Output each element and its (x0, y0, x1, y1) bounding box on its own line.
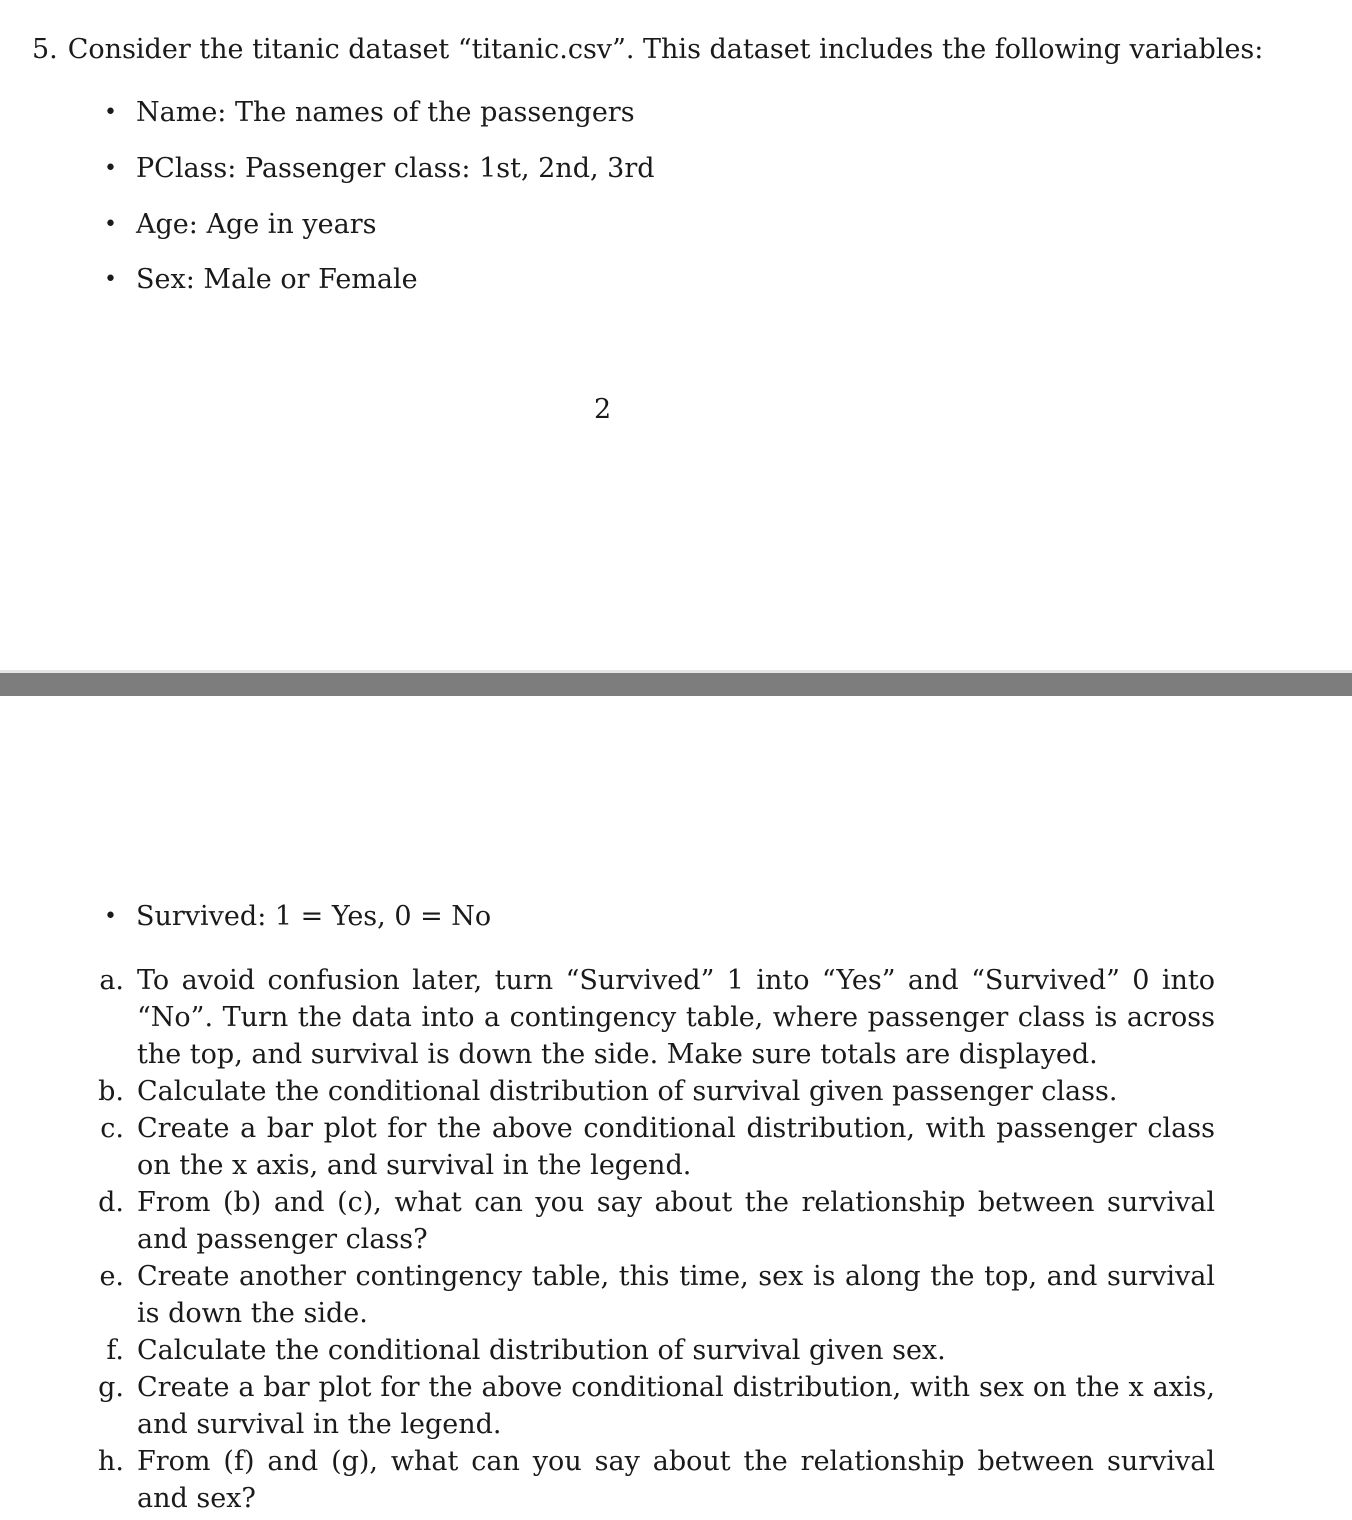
page-separator (0, 670, 1352, 696)
bullet-icon: • (104, 212, 117, 237)
task-text: Calculate the conditional distribution of survival given passenger class. (137, 1076, 1118, 1107)
task-text: To avoid confusion later, turn “Survived” 1 into “Yes” and “Survived” 0 into “No”. Turn the data into a contingency table, where passenger class is across the top, and survival is down the side. Make sure totals are displayed. (137, 965, 1215, 1070)
task-label: a. (99, 965, 124, 996)
question-heading (32, 30, 1263, 70)
variable-item-survived (104, 897, 491, 937)
task-label: e. (99, 1261, 124, 1292)
task-text: Create a bar plot for the above conditional distribution, with passenger class on the x axis, and survival in the legend. (137, 1113, 1215, 1181)
bullet-icon: • (104, 156, 117, 181)
variable-item-sex (104, 260, 418, 300)
question-number: 5. (32, 34, 58, 65)
task-label: h. (98, 1446, 124, 1477)
variable-item-name (104, 93, 635, 133)
variable-text: Survived: 1 = Yes, 0 = No (136, 901, 492, 932)
variable-text: Age: Age in years (136, 209, 377, 240)
task-item-g (0, 1369, 1352, 1443)
task-item-e (0, 1258, 1352, 1332)
question-text: Consider the titanic dataset “titanic.csv”. This dataset includes the following variables: (67, 34, 1264, 65)
variable-text: Name: The names of the passengers (136, 97, 635, 128)
task-label: b. (98, 1076, 124, 1107)
task-item-h (0, 1443, 1352, 1517)
task-text: Calculate the conditional distribution of survival given sex. (137, 1335, 946, 1366)
task-item-a (0, 962, 1352, 1073)
task-item-c (0, 1110, 1352, 1184)
task-label: g. (98, 1372, 124, 1403)
bullet-icon: • (104, 904, 117, 929)
task-label: f. (106, 1335, 124, 1366)
bullet-icon: • (104, 100, 117, 125)
variable-item-age (104, 205, 376, 245)
variable-item-pclass (104, 149, 655, 189)
bullet-icon: • (104, 267, 117, 292)
task-label: c. (100, 1113, 124, 1144)
task-label: d. (98, 1187, 124, 1218)
document-page-top (0, 0, 1352, 670)
task-text: Create a bar plot for the above conditional distribution, with sex on the x axis, and survival in the legend. (137, 1372, 1215, 1440)
task-text: From (f) and (g), what can you say about the relationship between survival and sex? (137, 1446, 1215, 1514)
page-number: 2 (594, 394, 612, 425)
task-item-d (0, 1184, 1352, 1258)
task-text: From (b) and (c), what can you say about the relationship between survival and passenger class? (137, 1187, 1215, 1255)
variable-text: PClass: Passenger class: 1st, 2nd, 3rd (136, 153, 655, 184)
task-item-b (0, 1073, 1352, 1110)
task-list (0, 962, 1352, 1517)
task-text: Create another contingency table, this time, sex is along the top, and survival is down the side. (137, 1261, 1215, 1329)
task-item-f (0, 1332, 1352, 1369)
variable-text: Sex: Male or Female (136, 264, 418, 295)
